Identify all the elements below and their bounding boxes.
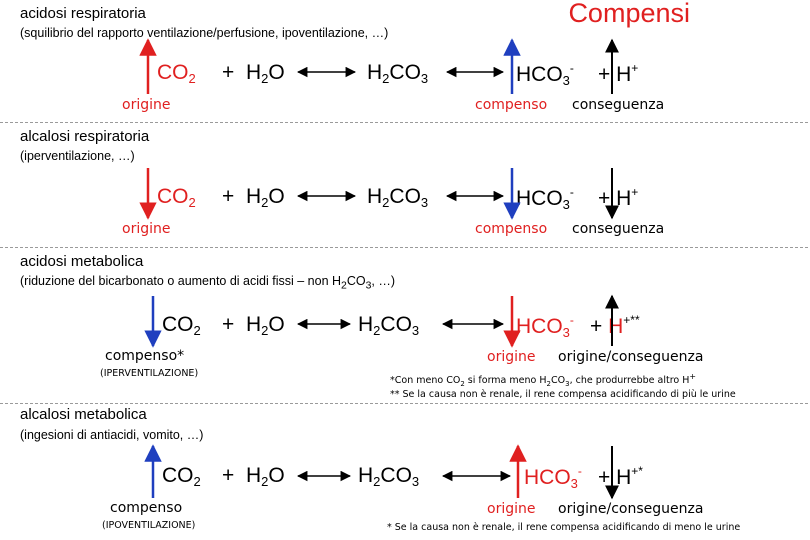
plus-h-formula: + H+* [598,464,643,489]
co2-formula: $CO_2$ [157,185,196,210]
label-compenso: compenso [475,97,548,113]
section-title-acidosi-respiratoria: acidosi respiratoria [20,5,146,22]
footnote-rene: * Se la causa non è renale, il rene compensa acidificando di meno le urine [387,522,741,533]
plus-h2o-formula: + $H_2O$ [222,61,285,86]
label-conseguenza: conseguenza [572,97,665,113]
hco3-formula: $HCO_3^-$ [524,464,582,491]
plus-h2o-formula: + $H_2O$ [222,185,285,210]
h2co3-formula: $H_2CO_3$ [367,61,429,86]
h2co3-formula: $H_2CO_3$ [358,464,420,489]
label-ipoventilazione: (IPOVENTILAZIONE) [102,520,196,531]
section-title-alcalosi-metabolica: alcalosi metabolica [20,406,147,423]
plus-h2o-formula: + $H_2O$ [222,313,285,338]
plus-h-formula: + H+** [590,313,640,338]
plus-h2o-formula: + $H_2O$ [222,464,285,489]
hco3-formula: $HCO_3^-$ [516,185,574,212]
label-origine: origine [487,349,536,365]
section-title-acidosi-metabolica: acidosi metabolica [20,253,144,270]
footnote-co2: *Con meno $CO_2$ si forma meno $H_2CO_3$, che produrrebbe altro H+ [390,372,696,389]
footnote-rene: ** Se la causa non è renale, il rene compensa acidificando di più le urine [390,389,736,400]
section-note-acidosi-metabolica: (riduzione del bicarbonato o aumento di acidi fissi – non $H_2CO_3$, …) [20,274,395,292]
label-origine: origine [122,97,171,113]
h2co3-formula: $H_2CO_3$ [358,313,420,338]
section-note-alcalosi-metabolica: (ingesioni di antiacidi, vomito, …) [20,428,204,442]
label-origine-conseguenza: origine/conseguenza [558,501,704,517]
co2-formula: $CO_2$ [162,464,201,489]
co2-formula: $CO_2$ [157,61,196,86]
section-note-acidosi-respiratoria: (squilibrio del rapporto ventilazione/perfusione, ipoventilazione, …) [20,26,389,40]
label-compenso: compenso* [105,348,185,364]
label-compenso: compenso [475,221,548,237]
section-note-alcalosi-respiratoria: (iperventilazione, …) [20,149,135,163]
label-origine: origine [487,501,536,517]
plus-h-formula: + H+ [598,185,639,210]
section-title-alcalosi-respiratoria: alcalosi respiratoria [20,128,150,145]
label-conseguenza: conseguenza [572,221,665,237]
hco3-formula: $HCO_3^-$ [516,313,574,340]
hco3-formula: $HCO_3^-$ [516,61,574,88]
label-origine-conseguenza: origine/conseguenza [558,349,704,365]
h2co3-formula: $H_2CO_3$ [367,185,429,210]
slide-title: Compensi [568,0,690,28]
label-compenso: compenso [110,500,183,516]
co2-formula: $CO_2$ [162,313,201,338]
label-iperventilazione: (IPERVENTILAZIONE) [100,368,199,379]
plus-h-formula: + H+ [598,61,639,86]
label-origine: origine [122,221,171,237]
